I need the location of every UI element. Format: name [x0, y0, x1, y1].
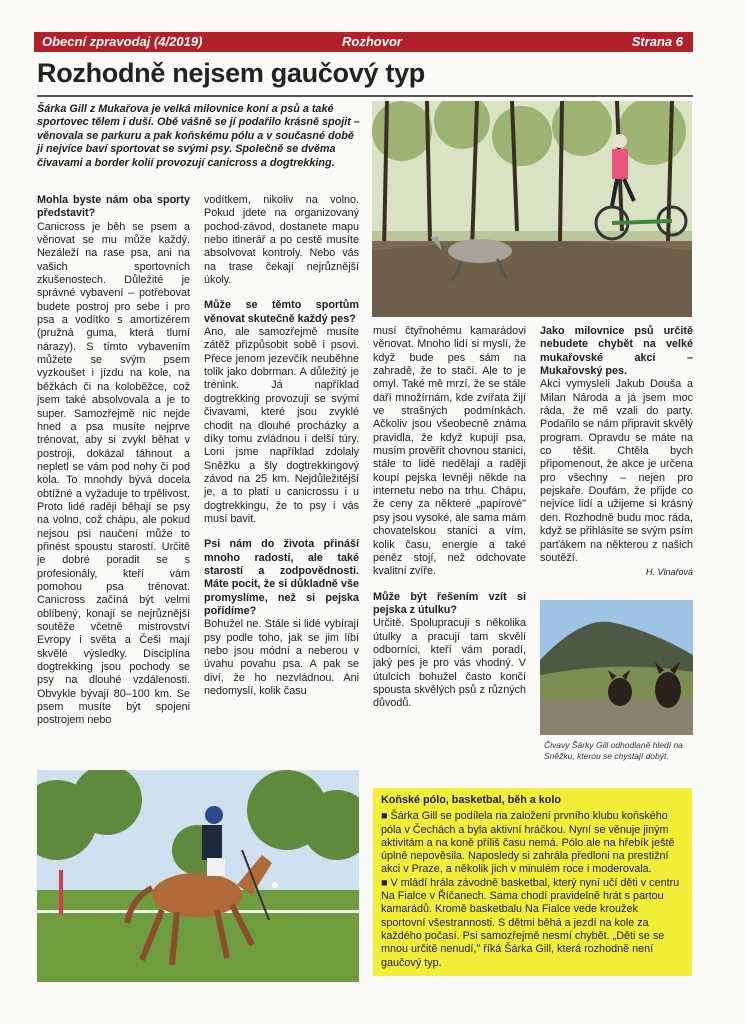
- question-heading: Může být řešením vzít si pejska z útulku?: [373, 590, 526, 616]
- sidebar-title: Koňské pólo, basketbal, běh a kolo: [381, 794, 561, 806]
- answer-text: musí čtyřnohému kamarádovi věnovat. Mnoho lidí si myslí, že když bude pes sám na zahradě, že to stačí. Ale to je omyl. Také mě mrzí, že se stále daří množírnám, kde zvířata žijí ve strašných podmínkách. Ačkoliv jsou všeobecně známa pravidla, že když kupuji psa, musím prověřit chovnou stanici, stále to lidé nedělají a raději koupí pejska levněji někde na internetu nebo na trhu. Chápu, že ceny za některé „papírové" psy jsou vysoké, ale sama mám chovatelskou stanici a vím, kolik času, energie a také peněz stojí, než odchovate kvalitní zvíře.: [373, 325, 527, 578]
- article-lead: Šárka Gill z Mukařova je velká milovnice koní a psů a také sportovec tělem i duší. Obě vášně se jí podařilo krásně spojit – věnovala se parkuru a pak koňskému pólu a v současné době ji nejvíce baví sportovat se svými psy. Společně se dvěma čivavami a border kolií provozují canicross a dogtrekking.: [37, 103, 360, 169]
- author-signature: H. Vlnařová: [645, 567, 693, 578]
- polo-photo: [37, 770, 359, 982]
- answer-text: Akci vymysleli Jakub Douša a Milan Národa a já jsem moc ráda, že mě vzali do party. Podařilo se nám připravit skvělý program. Opravdu se máte na co těšit. Chtěla bych připomenout, že akce je určena pro všechny – nejen pro pejskaře. Doufám, že přijde co nejvíce lidí a užijeme si krásný den. Rozhodně budu moc ráda, když se přihlásíte se svým psím parťákem na některou z našich soutěží.: [540, 378, 693, 564]
- article-column-4: [540, 325, 693, 580]
- sidebar-paragraph: ■ V mládí hrála závodně basketbal, který nyní učí děti v centru Na Fialce v Říčanech. Sama chodí pravidelně hrát s partou kamarádů. Kromě basketbalu Na Fialce vede kroužek sportovní všestrannosti. S dětmi běhá a jezdí na kole za každého počasí. Psi samozřejmě nesmí chybět. „Děti se se mnou určitě nenudí," říká Šárka Gill, která rozhodně není gaučový typ.: [381, 876, 680, 969]
- publication-name: Obecní zpravodaj (4/2019): [42, 34, 203, 49]
- question-heading: Psi nám do života přináší mnoho radosti, ale také starostí a zodpovědnosti. Máte pocit, že si důkladně vše promyslíme, než si pejska pořídíme?: [204, 538, 359, 617]
- article-column-1: [37, 194, 190, 728]
- answer-text: Canicross je běh se psem a věnovat se mu může každý. Nezáleží na rase psa, ani na vašich sportovních zkušenostech. Důležité je správné vybavení – potřebovat budete postroj pro sebe i pro psa a vodítko s amortizérem (pružná guma, která tlumí nárazy). S tímto vybavením můžete se svým psem vyzkoušet i jízdu na kole, na běžkách či na koloběžce, což jsem také absolvovala a je to super. Samozřejmě nic nejde hned a psa musíte nejprve trénovat, aby si zvykl běhat v postroji, dokázal táhnout a nepletl se vám pod nohy či pod kola. To mnohdy bývá docela obtížné a vyžaduje to trpělivost. Proto lidé raději běhají se psy na volno, což chápu, ale pokud nejsou psi naučení může to přinést spoustu starostí. Určitě je dobré poradit se s profesionály, kteří vám pomohou psa trénovat. Canicross začíná být velmi oblíbený, konají se nejrůznější soutěže včetně mistrovství Evropy i světa a Češi mají skvělé výsledky. Disciplína dogtrekking jsou pochody se psy na dlouhé vzdálenosti. Obvykle bývají 80–100 km. Se psem musíte být spojeni postrojem nebo: [37, 220, 190, 727]
- question-heading: Mohla byste nám oba sporty představit?: [37, 194, 190, 220]
- chihuahuas-photo: [540, 600, 693, 735]
- page-number: Strana 6: [631, 34, 683, 49]
- sidebar-paragraph: ■ Šárka Gill se podílela na založení prvního klubu koňského póla v Čechách a byla aktivní hráčkou. Nyní se věnuje jiným aktivitám a na koně příliš času nemá. Pólo ale na hřebík ještě úplně nepověsila. Naposledy si zahrála předloni na prestižní akci v Praze, a několik jich v minulém roce i moderovala.: [381, 810, 675, 876]
- answer-text: Určitě. Spolupracuji s několika útulky a pracují tam skvělí odborníci, kteří vám poradí, jaký pes je pro vás vhodný. V útulcích bohužel často končí spousta skvělých psů z různých důvodů.: [373, 617, 526, 710]
- article-title: Rozhodně nejsem gaučový typ: [37, 58, 425, 88]
- title-divider: [37, 95, 693, 97]
- article-column-3: [373, 325, 526, 711]
- sidebar-box: [373, 788, 692, 976]
- answer-text: Bohužel ne. Stále si lidé vybírají psy podle toho, jak se jim líbí nebo jsou módní a neberou v úvahu povahu psa. A pak se diví, že ho nezvládnou. Ani nedomyslí, kolik času: [204, 618, 359, 698]
- article-column-2: [204, 194, 359, 698]
- question-heading: Jako milovnice psů určitě nebudete chybět na velké mukařovské akci – Mukařovský pes.: [540, 325, 693, 378]
- photo-caption: Čivavy Šárky Gill odhodlaně hledí na Sněžku, kterou se chystají dobýt.: [544, 740, 683, 761]
- answer-text: vodítkem, nikoliv na volno. Pokud jdete na organizovaný pochod-závod, dostanete mapu nebo itinerář a po cestě musíte absolvovat kontroly. Nebo vás na trase čekají nejrůznější úkoly.: [204, 194, 359, 287]
- answer-text: Ano, ale samozřejmě musíte zátěž přizpůsobit sobě i psovi. Přece jenom jezevčík neuběhne tolik jako dobrman. A důležitý je trénink. Já například dogtrekking provozuji se svými čivavami, které jsou zvyklé chodit na dlouhé procházky a díky tomu zvládnou i delší túry. Loni jsme například zdolaly Sněžku a šly dogtrekkingový závod na 25 km. Nejdůležitější je, a to platí u canicrossu i u dogtrekkingu, že to psy i vás musí bavit.: [204, 326, 359, 525]
- page-header: [34, 32, 693, 52]
- canicross-photo: [372, 101, 692, 317]
- question-heading: Může se těmto sportům věnovat skutečně každý pes?: [204, 299, 359, 325]
- section-name: Rozhovor: [342, 34, 402, 49]
